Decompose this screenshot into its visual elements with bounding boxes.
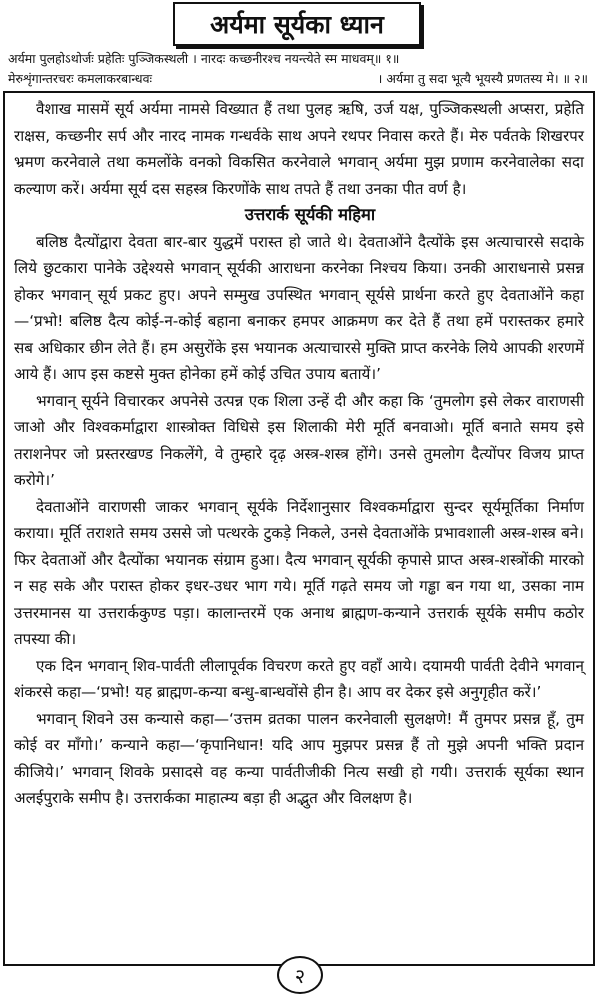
paragraph-3: भगवान् सूर्यने विचारकर अपनेसे उत्पन्न एक शिला उन्हें दी और कहा कि ‘तुमलोग इसे लेकर वाराणसी जाओ और विश्वकर्माद्वारा शास्त्रोक्त विधिसे इस शिलाकी मेरी मूर्ति बनवाओ। मूर्ति बनाते समय इसे तराशनेपर जो प्रस्तरखण्ड निकलेंगे, वे तुम्हारे दृढ़ अस्त्र-शस्त्र होंगे। उनसे तुमलोग दैत्योंपर विजय प्राप्त करोगे।’ [14,391,584,489]
verse-line-1-text: अर्यमा पुलहोऽथोर्जः प्रहेतिः पुञ्जिकस्थली । नारदः कच्छनीरश्च नयन्त्येते स्म माधवम्॥ १॥ [8,51,400,66]
verse-line-2-right: । अर्यमा तु सदा भूत्यै भूयस्यै प्रणतस्य मे। ॥ २॥ [377,71,588,86]
paragraph-4: देवताओंने वाराणसी जाकर भगवान् सूर्यके निर्देशानुसार विश्वकर्माद्वारा सुन्दर सूर्यमूर्तिका निर्माण कराया। मूर्ति तराशते समय उससे जो पत्थरके टुकड़े निकले, उनसे देवताओंके प्रभावशाली अस्त्र-शस्त्र बने। फिर देवताओं और दैत्योंका भयानक संग्राम हुआ। दैत्य भगवान् सूर्यकी कृपासे प्राप्त अस्त्र-शस्त्रोंकी मारको न सह सके और परास्त होकर इधर-उधर भाग गये। मूर्ति गढ़ते समय जो गड्ढा बन गया था, उसका नाम उत्तरमानस या उत्तरार्ककुण्ड पड़ा। कालान्तरमें एक अनाथ ब्राह्मण-कन्याने उत्तरार्क सूर्यके समीप कठोर तपस्या की। [14,497,584,648]
verse-line-2-left: मेरुशृंगान्तरचरः कमलाकरबान्धवः [8,71,153,86]
article-body [14,96,584,812]
page-title: अर्यमा सूर्यका ध्यान [173,2,421,46]
paragraph-6: भगवान् शिवने उस कन्यासे कहा—‘उत्तम व्रतका पालन करनेवाली सुलक्षणे! मैं तुमपर प्रसन्न हूँ, तुम कोई वर माँगो।’ कन्याने कहा—‘कृपानिधान! यदि आप मुझपर प्रसन्न हैं तो मुझे अपनी भक्ति प्रदान कीजिये।’ भगवान् शिवके प्रसादसे वह कन्या पार्वतीजीकी नित्य सखी हो गयी। उत्तरार्क सूर्यका स्थान अलईपुराके समीप है। उत्तरार्कका माहात्म्य बड़ा ही अद्भुत और विलक्षण है। [14,709,584,807]
section-heading: उत्तरार्क सूर्यकी महिमा [244,205,376,224]
verse-line-2 [8,70,592,87]
verse-line-1 [8,50,592,67]
paragraph-1: वैशाख मासमें सूर्य अर्यमा नामसे विख्यात हैं तथा पुलह ऋषि, उर्ज यक्ष, पुञ्जिकस्थली अप्सरा, प्रहेति राक्षस, कच्छनीर सर्प और नारद नामक गन्धर्वके साथ अपने रथपर निवास करते हैं। मेरु पर्वतके शिखरपर भ्रमण करनेवाले तथा कमलोंके वनको विकसित करनेवाले भगवान् अर्यमा मुझ प्रणाम करनेवालेका सदा कल्याण करें। अर्यमा सूर्य दस सहस्त्र किरणोंके साथ तपते हैं तथा उनका पीत वर्ण है। [14,100,584,198]
paragraph-2: बलिष्ठ दैत्योंद्वारा देवता बार-बार युद्धमें परास्त हो जाते थे। देवताओंने दैत्योंके इस अत्याचारसे सदाके लिये छुटकारा पानेके उद्देश्यसे भगवान् सूर्यकी आराधना करनेका निश्चय किया। उनकी आराधनासे प्रसन्न होकर भगवान् सूर्य प्रकट हुए। अपने सम्मुख उपस्थित भगवान् सूर्यसे प्रार्थना करते हुए देवताओंने कहा—‘प्रभो! बलिष्ठ दैत्य कोई-न-कोई बहाना बनाकर हमपर आक्रमण कर देते हैं तथा हमें परास्तकर हमारे सब अधिकार छीन लेते हैं। हम असुरोंके इस भयानक अत्याचारसे मुक्ति प्राप्त करनेके लिये आपकी शरणमें आये हैं। आप इस कष्टसे मुक्त होनेका हमें कोई उचित उपाय बतायें।’ [14,232,584,383]
paragraph-5: एक दिन भगवान् शिव-पार्वती लीलापूर्वक विचरण करते हुए वहाँ आये। दयामयी पार्वती देवीने भगवान् शंकरसे कहा—‘प्रभो! यह ब्राह्मण-कन्या बन्धु-बान्धवोंसे हीन है। आप वर देकर इसे अनुगृहीत करें।’ [14,656,584,701]
page-number: २ [277,956,323,994]
